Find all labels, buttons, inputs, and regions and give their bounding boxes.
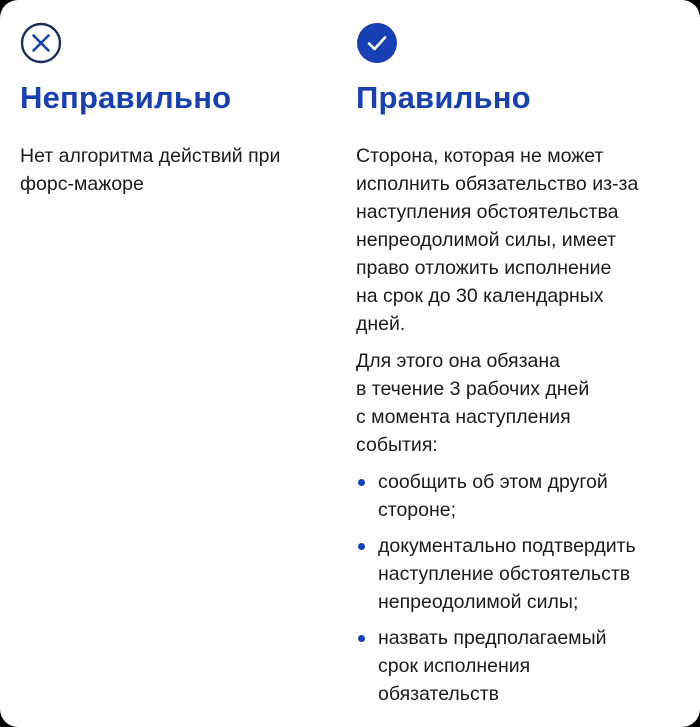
- paragraph-postpone: [356, 142, 638, 338]
- wrong-heading: Неправильно: [20, 80, 232, 115]
- text-line: документально подтвердить: [378, 535, 636, 557]
- text-line: Для этого она обязана: [356, 350, 561, 372]
- text-line: наступление обстоятельств: [378, 563, 631, 585]
- paragraph-obligation: [356, 347, 638, 459]
- text-line: дней.: [356, 313, 406, 335]
- bullet-icon: [358, 479, 365, 486]
- text-line: стороне;: [378, 499, 457, 521]
- right-heading: Правильно: [356, 80, 531, 115]
- obligation-list: [356, 468, 638, 708]
- text-line: с момента наступления: [356, 406, 571, 428]
- text-line: события:: [356, 434, 438, 456]
- list-item: [356, 532, 638, 616]
- list-item: [356, 468, 638, 524]
- text-line: сообщить об этом другой: [378, 471, 608, 493]
- text-line: Нет алгоритма действий при: [20, 145, 281, 167]
- text-line: исполнить обязательство из-за: [356, 173, 639, 195]
- text-line: на срок до 30 календарных: [356, 285, 604, 307]
- right-text: [356, 142, 638, 716]
- list-item: [356, 624, 638, 708]
- text-line: срок исполнения: [378, 655, 531, 677]
- text-line: Сторона, которая не может: [356, 145, 604, 167]
- text-line: в течение 3 рабочих дней: [356, 378, 590, 400]
- check-circle-icon: [356, 22, 398, 64]
- text-line: обязательств: [378, 683, 499, 705]
- text-line: назвать предполагаемый: [378, 627, 607, 649]
- text-line: непреодолимой силы;: [378, 591, 579, 613]
- text-line: форс-мажоре: [20, 173, 144, 195]
- bullet-icon: [358, 635, 365, 642]
- wrong-text: [20, 142, 280, 198]
- text-line: наступления обстоятельства: [356, 201, 619, 223]
- x-circle-icon: [20, 22, 62, 64]
- text-line: право отложить исполнение: [356, 257, 612, 279]
- text-line: непреодолимой силы, имеет: [356, 229, 617, 251]
- bullet-icon: [358, 543, 365, 550]
